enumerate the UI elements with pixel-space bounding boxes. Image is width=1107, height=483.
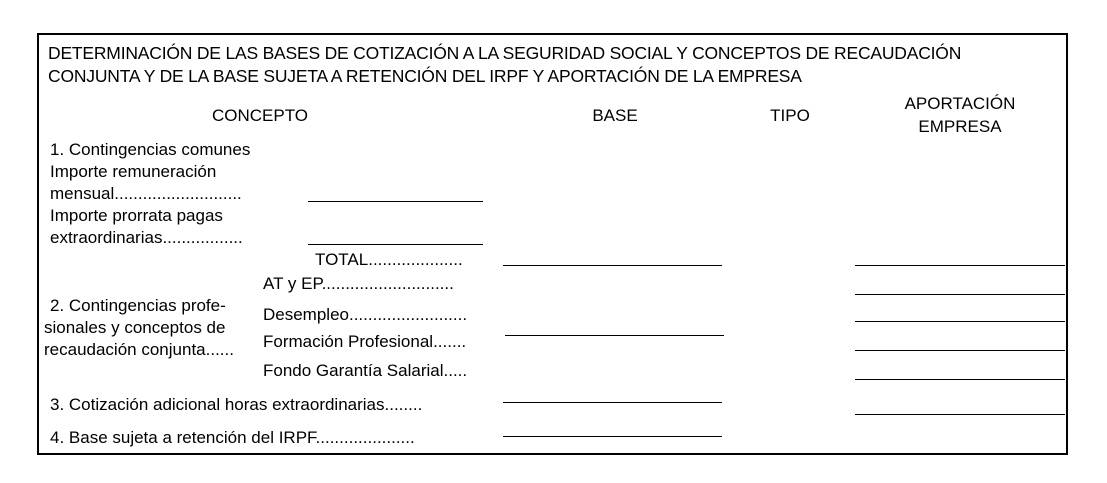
column-header-concepto: CONCEPTO	[211, 106, 309, 125]
irpf-base-field[interactable]	[503, 436, 722, 437]
prorrata-field[interactable]	[308, 244, 483, 245]
section-2-base-field[interactable]	[505, 335, 724, 336]
section-2-title-2: sionales y conceptos de	[44, 318, 226, 337]
section-2-title-1: 2. Contingencias profe-	[50, 296, 226, 315]
desempleo-label: Desempleo.........................	[263, 305, 468, 324]
remuneracion-label-2: mensual...........................	[50, 184, 242, 203]
section-3-label: 3. Cotización adicional horas extraordinarias........	[50, 395, 423, 414]
section-2-title-3: recaudación conjunta......	[44, 340, 234, 359]
formacion-aportacion-field[interactable]	[855, 350, 1065, 351]
at-ep-label: AT y EP............................	[263, 274, 454, 293]
formacion-label: Formación Profesional.......	[263, 332, 467, 351]
at-ep-aportacion-field[interactable]	[855, 294, 1065, 295]
desempleo-aportacion-field[interactable]	[855, 321, 1065, 322]
total-aportacion-field[interactable]	[855, 265, 1065, 266]
remuneracion-field[interactable]	[308, 201, 483, 202]
column-header-tipo: TIPO	[770, 106, 810, 125]
fondo-garantia-label: Fondo Garantía Salarial.....	[263, 361, 468, 380]
horas-extra-aportacion-field[interactable]	[855, 414, 1065, 415]
fondo-garantia-aportacion-field[interactable]	[855, 379, 1065, 380]
column-header-aportacion: APORTACIÓN	[904, 94, 1016, 113]
total-base-field[interactable]	[503, 265, 722, 266]
column-header-empresa: EMPRESA	[918, 117, 1002, 136]
form-title-line-2: CONJUNTA Y DE LA BASE SUJETA A RETENCIÓN DEL IRPF Y APORTACIÓN DE LA EMPRESA	[48, 66, 802, 86]
section-4-label: 4. Base sujeta a retención del IRPF.....................	[50, 428, 415, 447]
horas-extra-base-field[interactable]	[503, 402, 722, 403]
prorrata-label-1: Importe prorrata pagas	[50, 206, 223, 225]
column-header-base: BASE	[592, 106, 638, 125]
remuneracion-label-1: Importe remuneración	[50, 162, 217, 181]
total-label: TOTAL....................	[315, 250, 463, 269]
prorrata-label-2: extraordinarias.................	[50, 228, 243, 247]
section-1-title: 1. Contingencias comunes	[50, 140, 251, 159]
form-title-line-1: DETERMINACIÓN DE LAS BASES DE COTIZACIÓN A LA SEGURIDAD SOCIAL Y CONCEPTOS DE RECAUDACIÓN	[48, 43, 962, 63]
